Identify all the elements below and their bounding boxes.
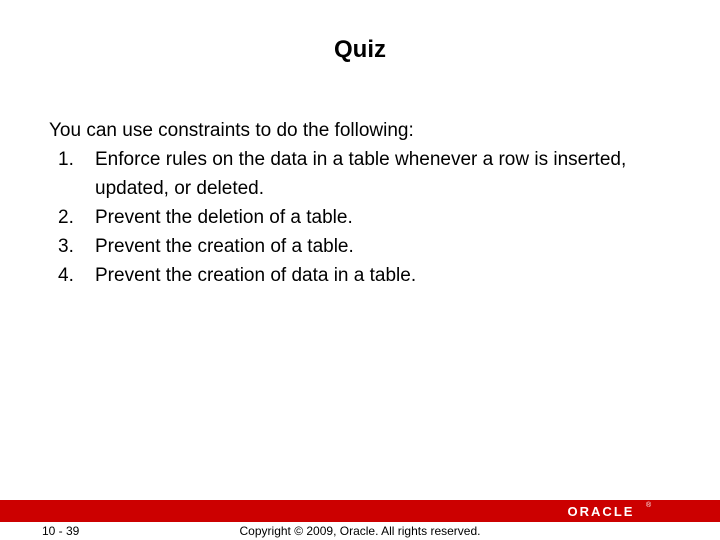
option-number: 3. — [58, 236, 74, 257]
quiz-option-4 — [49, 261, 689, 290]
slide-title: Quiz — [334, 36, 386, 63]
oracle-logo-text: ORACLE — [567, 504, 635, 518]
option-number: 1. — [58, 149, 74, 170]
intro-text: You can use constraints to do the following: — [49, 120, 414, 141]
option-text: Prevent the creation of data in a table. — [95, 265, 417, 286]
oracle-logo — [556, 504, 646, 518]
quiz-option-3 — [49, 232, 689, 261]
quiz-option-1 — [49, 145, 689, 203]
copyright-notice: Copyright © 2009, Oracle. All rights reserved. — [239, 524, 481, 538]
slide-body — [49, 116, 689, 290]
page-number: 10 - 39 — [42, 524, 80, 538]
registered-mark: ® — [646, 502, 652, 509]
option-text: Prevent the deletion of a table. — [95, 207, 353, 228]
quiz-option-2 — [49, 203, 689, 232]
option-number: 4. — [58, 265, 74, 286]
option-text: Prevent the creation of a table. — [95, 236, 354, 257]
option-text: Enforce rules on the data in a table whenever a row is inserted, updated, or deleted. — [95, 149, 627, 199]
quiz-options-list — [49, 145, 689, 290]
option-number: 2. — [58, 207, 74, 228]
